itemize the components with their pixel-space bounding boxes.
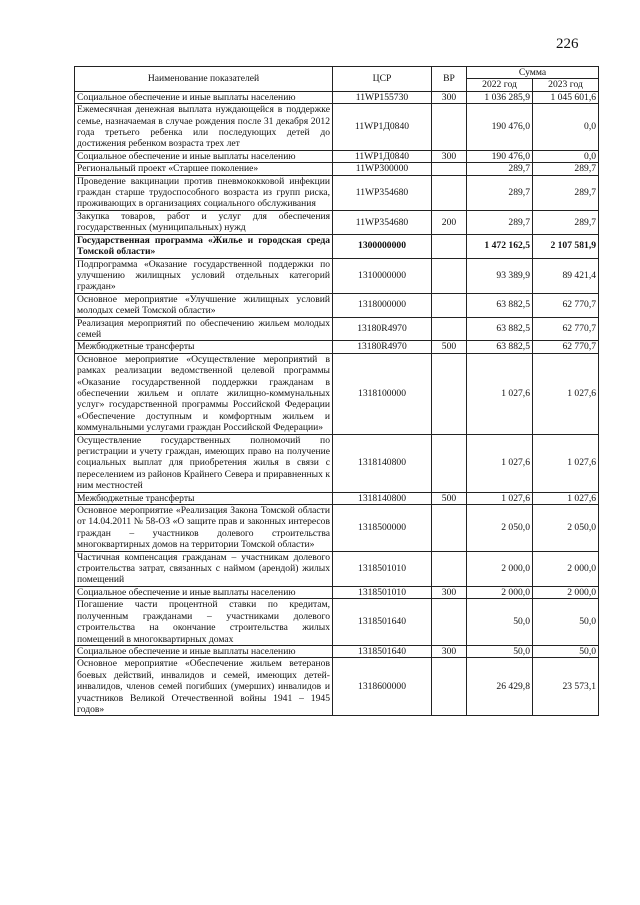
row-2022: 190 476,0 [467,104,533,151]
row-vr [432,599,467,646]
row-csr: 1318500000 [333,505,432,552]
row-name: Межбюджетные трансферты [75,341,333,353]
row-vr: 300 [432,645,467,657]
row-csr: 11WP300000 [333,163,432,175]
table-row [75,599,599,646]
table-row [75,586,599,598]
row-vr: 300 [432,586,467,598]
row-2022: 289,7 [467,210,533,234]
row-name: Реализация мероприятий по обеспечению жильем молодых семей [75,317,333,341]
row-vr [432,353,467,434]
row-2022: 93 389,9 [467,258,533,293]
row-name: Социальное обеспечение и иные выплаты населению [75,645,333,657]
row-2023: 62 770,7 [533,317,599,341]
row-2022: 63 882,5 [467,317,533,341]
row-name: Основное мероприятие «Реализация Закона Томской области от 14.04.2011 № 58-ОЗ «О защите прав и законных интересов граждан – участников долевого строительства многоквартирных домов на территории Томской области» [75,505,333,552]
table-row [75,175,599,210]
row-vr [432,505,467,552]
header-csr: ЦСР [333,67,432,92]
row-name: Основное мероприятие «Улучшение жилищных условий молодых семей Томской области» [75,293,333,317]
row-vr [432,434,467,492]
row-csr: 11WP354680 [333,175,432,210]
table-row [75,353,599,434]
row-2022: 26 429,8 [467,658,533,716]
row-2023: 289,7 [533,175,599,210]
row-csr: 1318100000 [333,353,432,434]
row-name: Подпрограмма «Оказание государственной поддержки по улучшению жилищных условий отдельных категорий граждан» [75,258,333,293]
table-row [75,317,599,341]
row-2023: 2 050,0 [533,505,599,552]
table-row [75,210,599,234]
header-2022: 2022 год [467,79,533,91]
budget-table [74,66,599,716]
row-2023: 50,0 [533,599,599,646]
row-2022: 1 036 285,9 [467,91,533,103]
row-vr [432,658,467,716]
row-2023: 289,7 [533,163,599,175]
row-2023: 89 421,4 [533,258,599,293]
row-vr [432,175,467,210]
row-csr: 1318140800 [333,434,432,492]
row-csr: 1318501640 [333,645,432,657]
table-row [75,434,599,492]
row-name: Основное мероприятие «Обеспечение жильем ветеранов боевых действий, инвалидов и семей, имеющих детей-инвалидов, членов семей погибших (умерших) инвалидов и участников Великой Отечественной войны 1941 – 1945 годов» [75,658,333,716]
page-number: 226 [556,36,579,52]
row-vr: 300 [432,150,467,162]
table-row [75,150,599,162]
row-vr [432,104,467,151]
row-vr [432,234,467,258]
row-2022: 2 050,0 [467,505,533,552]
row-2022: 1 027,6 [467,353,533,434]
row-name: Осуществление государственных полномочий по регистрации и учету граждан, имеющих право на получение социальных выплат для приобретения жилья в связи с переселением из районов Крайнего Севера и приравненных к ним местностей [75,434,333,492]
table-row [75,163,599,175]
row-vr: 200 [432,210,467,234]
row-2022: 1 027,6 [467,492,533,504]
row-2023: 23 573,1 [533,658,599,716]
table-row [75,258,599,293]
row-csr: 1310000000 [333,258,432,293]
row-2023: 0,0 [533,104,599,151]
row-2023: 1 027,6 [533,353,599,434]
row-name: Закупка товаров, работ и услуг для обеспечения государственных (муниципальных) нужд [75,210,333,234]
row-name: Социальное обеспечение и иные выплаты населению [75,150,333,162]
table-row [75,658,599,716]
row-2022: 2 000,0 [467,586,533,598]
table-row [75,645,599,657]
row-2022: 63 882,5 [467,293,533,317]
row-csr: 1318501010 [333,551,432,586]
row-2023: 50,0 [533,645,599,657]
row-csr: 1318600000 [333,658,432,716]
table-row [75,91,599,103]
row-csr: 13180R4970 [333,341,432,353]
row-name: Частичная компенсация гражданам – участникам долевого строительства затрат, связанных с наймом (арендой) жилых помещений [75,551,333,586]
header-name: Наименование показателей [75,67,333,92]
row-2023: 2 000,0 [533,551,599,586]
row-vr [432,258,467,293]
row-vr [432,551,467,586]
row-2022: 190 476,0 [467,150,533,162]
row-name: Социальное обеспечение и иные выплаты населению [75,91,333,103]
row-csr: 1318501640 [333,599,432,646]
row-vr: 500 [432,492,467,504]
row-csr: 1300000000 [333,234,432,258]
row-vr [432,163,467,175]
table-row [75,505,599,552]
row-vr: 300 [432,91,467,103]
row-2022: 1 472 162,5 [467,234,533,258]
table-row [75,341,599,353]
row-2023: 62 770,7 [533,341,599,353]
row-2022: 289,7 [467,163,533,175]
row-csr: 11WP155730 [333,91,432,103]
header-2023: 2023 год [533,79,599,91]
row-name: Основное мероприятие «Осуществление мероприятий в рамках реализации ведомственной целевой программы «Оказание государственной поддержки гражданам в обеспечении жильем и оплате жилищно-коммунальных услуг» государственной программы Российской Федерации «Обеспечение доступным и комфортным жильем и коммунальными услугами граждан Российской Федерации» [75,353,333,434]
row-2023: 289,7 [533,210,599,234]
row-2023: 2 107 581,9 [533,234,599,258]
row-name: Региональный проект «Старшее поколение» [75,163,333,175]
row-csr: 11WP354680 [333,210,432,234]
row-csr: 1318000000 [333,293,432,317]
row-2022: 289,7 [467,175,533,210]
row-vr [432,293,467,317]
row-name: Межбюджетные трансферты [75,492,333,504]
row-2022: 2 000,0 [467,551,533,586]
row-csr: 1318501010 [333,586,432,598]
row-2023: 1 027,6 [533,434,599,492]
row-2022: 1 027,6 [467,434,533,492]
row-vr: 500 [432,341,467,353]
header-sum: Сумма [467,67,599,79]
row-2022: 50,0 [467,599,533,646]
table-row [75,551,599,586]
table-row [75,293,599,317]
row-name: Социальное обеспечение и иные выплаты населению [75,586,333,598]
row-name: Погашение части процентной ставки по кредитам, полученным гражданами – участниками долевого строительства на окончание строительства жилых помещений в многоквартирных домах [75,599,333,646]
row-2023: 1 027,6 [533,492,599,504]
row-2023: 2 000,0 [533,586,599,598]
row-name: Ежемесячная денежная выплата нуждающейся в поддержке семье, назначаемая в случае рождения после 31 декабря 2012 года третьего ребенка или последующих детей до достижения ребенком возраста трех лет [75,104,333,151]
row-name: Проведение вакцинации против пневмококковой инфекции граждан старше трудоспособного возраста из групп риска, проживающих в организациях социального обслуживания [75,175,333,210]
table-row [75,104,599,151]
table-body [75,91,599,716]
row-2023: 0,0 [533,150,599,162]
row-2022: 50,0 [467,645,533,657]
row-2023: 62 770,7 [533,293,599,317]
row-csr: 1318140800 [333,492,432,504]
row-name: Государственная программа «Жилье и городская среда Томской области» [75,234,333,258]
row-csr: 11WP1Д0840 [333,104,432,151]
row-2023: 1 045 601,6 [533,91,599,103]
row-csr: 11WP1Д0840 [333,150,432,162]
table-header [75,67,599,92]
row-csr: 13180R4970 [333,317,432,341]
table-row [75,492,599,504]
row-2022: 63 882,5 [467,341,533,353]
table-row [75,234,599,258]
header-vr: ВР [432,67,467,92]
row-vr [432,317,467,341]
